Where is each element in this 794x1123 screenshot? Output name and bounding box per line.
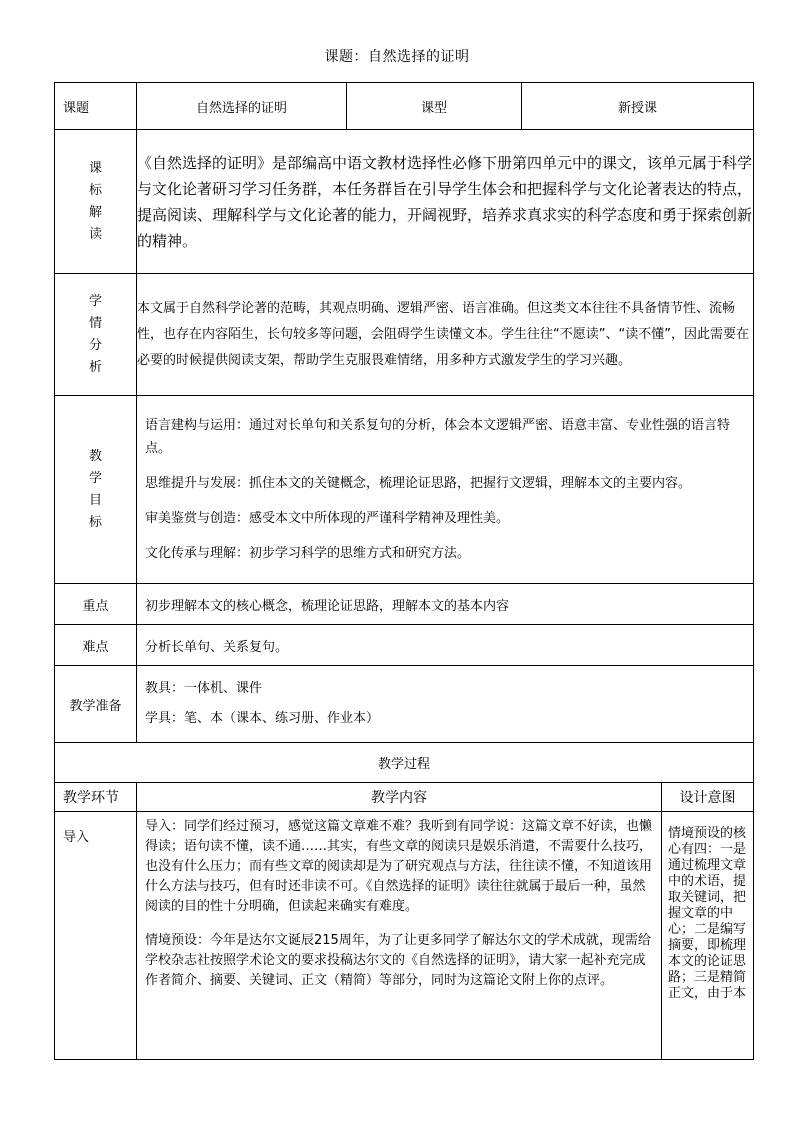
topic-label: 课题 — [55, 83, 137, 130]
preparation-teacher: 教具：一体机、课件 — [145, 681, 263, 696]
analysis-label-char: 情 — [88, 315, 102, 331]
curriculum-text: 《自然选择的证明》是部编高中语文教材选择性必修下册第四单元中的课文，该单元属于科学与文化论著研习学习任务群，本任务群旨在引导学生体会和把握科学与文化论著表达的特点，提高阅读、理解科学与文化论著的能力，开阔视野，培养求真求实的科学态度和勇于探索创新的精神。 — [137, 130, 754, 274]
analysis-label — [55, 274, 137, 396]
content-cell — [137, 812, 662, 1060]
page-title: 课题：自然选择的证明 — [324, 49, 470, 65]
preparation-content — [137, 666, 754, 743]
goal-item: 文化传承与理解：初步学习科学的思维方式和研究方法。 — [145, 546, 471, 561]
col-content-header: 教学内容 — [137, 783, 662, 812]
goal-item: 思维提升与发展：抓住本文的关键概念，梳理论证思路，把握行文逻辑，理解本文的主要内容。 — [145, 476, 692, 491]
content-paragraph: 导入：同学们经过预习，感觉这篇文章难不难？我听到有同学说：这篇文章不好读，也懒得读；语句读不懂，读不通……其实，有些文章的阅读只是娱乐消遣，不需要什么技巧，也没有什么压力；而有些文章的阅读却是为了研究观点与方法，往往读不懂，不知道该用什么方法与技巧，但有时还非读不可。《自然选择的证明》读往往就属于最后一种，虽然阅读的目的性十分明确，但读起来确实有难度。 — [145, 819, 653, 914]
col-design-header: 设计意图 — [662, 783, 754, 812]
curriculum-label-char: 解 — [88, 204, 102, 220]
analysis-row — [55, 274, 754, 396]
header-row — [55, 83, 754, 130]
goals-label-char: 学 — [88, 470, 102, 486]
key-points-label: 重点 — [55, 584, 137, 625]
design-cell: 情境预设的核心有四：一是通过梳理文章中的术语，提取关键词，把握文章的中心；二是编写摘要，即梳理本文的论证思路；三是精简正文，由于本 — [662, 812, 754, 1060]
curriculum-label — [55, 130, 137, 274]
key-points-text: 初步理解本文的核心概念，梳理论证思路，理解本文的基本内容 — [137, 584, 754, 625]
goals-label-char: 标 — [88, 514, 102, 530]
type-label: 课型 — [347, 83, 522, 130]
analysis-label-char: 学 — [88, 293, 102, 309]
goals-row — [55, 396, 754, 584]
lesson-plan-table — [54, 82, 754, 1060]
curriculum-row — [55, 130, 754, 274]
key-points-row — [55, 584, 754, 625]
stage-cell: 导入 — [55, 812, 137, 1060]
analysis-label-char: 析 — [88, 359, 102, 375]
curriculum-label-char: 课 — [88, 160, 102, 176]
type-value: 新授课 — [522, 83, 754, 130]
difficulties-label: 难点 — [55, 625, 137, 666]
preparation-row — [55, 666, 754, 743]
preparation-label: 教学准备 — [55, 666, 137, 743]
analysis-text: 本文属于自然科学论著的范畴，其观点明确、逻辑严密、语言准确。但这类文本往往不具备情节性、流畅性，也存在内容陌生，长句较多等问题，会阻碍学生读懂文本。学生往往“不愿读”、“读不懂”，因此需要在必要的时候提供阅读支架，帮助学生克服畏难情绪，用多种方式激发学生的学习兴趣。 — [137, 274, 754, 396]
goals-label-char: 教 — [88, 448, 102, 464]
curriculum-label-char: 标 — [88, 182, 102, 198]
difficulties-text: 分析长单句、关系复句。 — [137, 625, 754, 666]
goals-label-char: 目 — [88, 492, 102, 508]
difficulties-row — [55, 625, 754, 666]
content-paragraph: 情境预设：今年是达尔文诞辰215周年，为了让更多同学了解达尔文的学术成就，现需给学校杂志社按照学术论文的要求投稿达尔文的《自然选择的证明》，请大家一起补充完成作者简介、摘要、关键词、正文（精简）等部分，同时为这篇论文附上你的点评。 — [145, 933, 651, 988]
process-row — [55, 812, 754, 1060]
preparation-student: 学具：笔、本（课本、练习册、作业本） — [145, 711, 380, 726]
process-title-row — [55, 743, 754, 783]
col-stage-header: 教学环节 — [55, 783, 137, 812]
analysis-label-char: 分 — [88, 337, 102, 353]
curriculum-label-char: 读 — [88, 226, 102, 242]
goals-label — [55, 396, 137, 584]
process-header-row — [55, 783, 754, 812]
goal-item: 语言建构与运用：通过对长单句和关系复句的分析，体会本文逻辑严密、语意丰富、专业性强的语言特点。 — [145, 418, 731, 456]
topic-value: 自然选择的证明 — [137, 83, 347, 130]
process-title: 教学过程 — [55, 743, 754, 783]
goals-list — [137, 396, 754, 584]
goal-item: 审美鉴赏与创造：感受本文中所体现的严谨科学精神及理性美。 — [145, 511, 510, 526]
